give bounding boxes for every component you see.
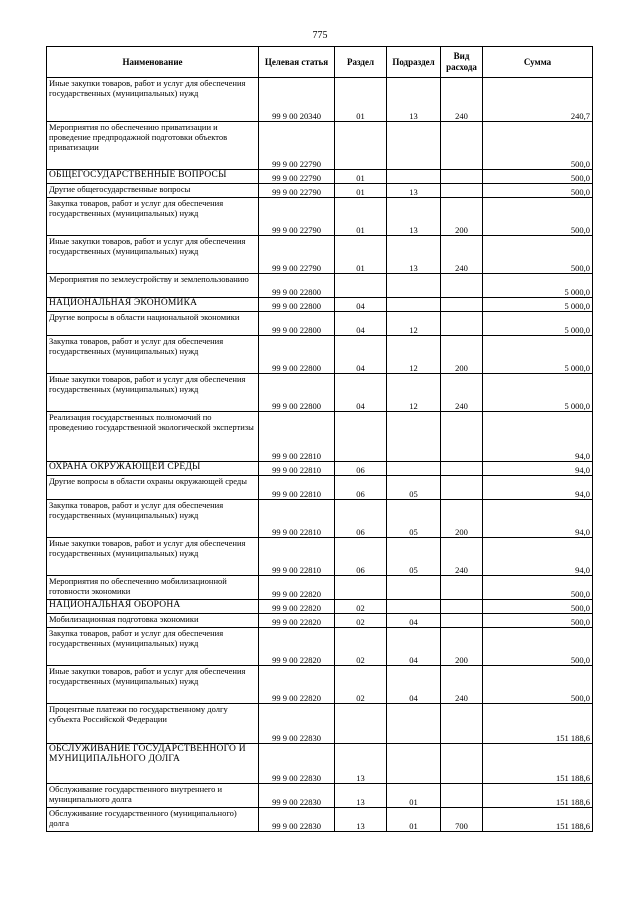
cell-section: 04: [335, 298, 387, 312]
cell-subsection: [387, 744, 441, 784]
cell-section: [335, 412, 387, 462]
cell-name: Закупка товаров, работ и услуг для обеспечения государственных (муниципальных) нужд: [47, 336, 259, 374]
cell-name: Мероприятия по обеспечению мобилизационной готовности экономики: [47, 576, 259, 600]
cell-subsection: 13: [387, 198, 441, 236]
cell-amount: 500,0: [483, 184, 593, 198]
cell-amount: 151 188,6: [483, 784, 593, 808]
cell-subsection: 04: [387, 614, 441, 628]
cell-subsection: 12: [387, 374, 441, 412]
cell-expense-type: [441, 704, 483, 744]
cell-expense-type: 200: [441, 336, 483, 374]
cell-subsection: [387, 412, 441, 462]
cell-amount: 151 188,6: [483, 808, 593, 832]
cell-section: 01: [335, 236, 387, 274]
cell-amount: 500,0: [483, 666, 593, 704]
cell-name: Иные закупки товаров, работ и услуг для обеспечения государственных (муниципальных) нужд: [47, 538, 259, 576]
cell-target: 99 9 00 22800: [259, 298, 335, 312]
cell-name: Закупка товаров, работ и услуг для обеспечения государственных (муниципальных) нужд: [47, 500, 259, 538]
cell-expense-type: [441, 600, 483, 614]
cell-section: [335, 576, 387, 600]
cell-expense-type: 200: [441, 628, 483, 666]
cell-amount: 500,0: [483, 576, 593, 600]
table-row: [47, 336, 593, 374]
cell-target: 99 9 00 22800: [259, 336, 335, 374]
cell-amount: 500,0: [483, 614, 593, 628]
cell-section: 01: [335, 198, 387, 236]
cell-target: 99 9 00 22810: [259, 476, 335, 500]
table-row: [47, 274, 593, 298]
cell-amount: 500,0: [483, 170, 593, 184]
cell-target: 99 9 00 22800: [259, 274, 335, 298]
table-row: [47, 312, 593, 336]
column-header-target: Целевая статья: [259, 47, 335, 78]
cell-expense-type: 240: [441, 538, 483, 576]
cell-name: Иные закупки товаров, работ и услуг для обеспечения государственных (муниципальных) нужд: [47, 236, 259, 274]
cell-subsection: 05: [387, 476, 441, 500]
cell-target: 99 9 00 22800: [259, 312, 335, 336]
table-row: [47, 614, 593, 628]
column-header-expense-type: Вид расхода: [441, 47, 483, 78]
cell-target: 99 9 00 22820: [259, 628, 335, 666]
cell-section: 01: [335, 170, 387, 184]
cell-name: Обслуживание государственного внутреннего и муниципального долга: [47, 784, 259, 808]
cell-section: 06: [335, 462, 387, 476]
cell-expense-type: 700: [441, 808, 483, 832]
cell-expense-type: 240: [441, 78, 483, 122]
cell-target: 99 9 00 20340: [259, 78, 335, 122]
cell-amount: 500,0: [483, 628, 593, 666]
cell-name: Мероприятия по обеспечению приватизации и проведение предпродажной подготовки объектов приватизации: [47, 122, 259, 170]
cell-expense-type: [441, 614, 483, 628]
table-row: [47, 198, 593, 236]
page-number: 775: [312, 30, 328, 41]
cell-subsection: 13: [387, 78, 441, 122]
cell-subsection: 13: [387, 236, 441, 274]
cell-section: 06: [335, 500, 387, 538]
cell-amount: 94,0: [483, 412, 593, 462]
cell-amount: 94,0: [483, 476, 593, 500]
cell-subsection: [387, 704, 441, 744]
cell-subsection: [387, 122, 441, 170]
cell-expense-type: 200: [441, 500, 483, 538]
table-row: [47, 476, 593, 500]
cell-amount: 151 188,6: [483, 704, 593, 744]
table-row: [47, 600, 593, 614]
table-row: [47, 122, 593, 170]
cell-amount: 5 000,0: [483, 312, 593, 336]
cell-name: Иные закупки товаров, работ и услуг для обеспечения государственных (муниципальных) нужд: [47, 78, 259, 122]
cell-section: 01: [335, 78, 387, 122]
cell-amount: 240,7: [483, 78, 593, 122]
cell-target: 99 9 00 22790: [259, 184, 335, 198]
cell-target: 99 9 00 22820: [259, 614, 335, 628]
budget-table: [46, 46, 593, 832]
table-row: [47, 462, 593, 476]
cell-section: [335, 122, 387, 170]
cell-amount: 500,0: [483, 600, 593, 614]
cell-target: 99 9 00 22810: [259, 500, 335, 538]
cell-subsection: 05: [387, 500, 441, 538]
cell-name: Иные закупки товаров, работ и услуг для обеспечения государственных (муниципальных) нужд: [47, 374, 259, 412]
table-row: [47, 538, 593, 576]
cell-subsection: [387, 298, 441, 312]
table-row: [47, 170, 593, 184]
cell-name: Мероприятия по землеустройству и землепользованию: [47, 274, 259, 298]
cell-target: 99 9 00 22820: [259, 576, 335, 600]
cell-target: 99 9 00 22830: [259, 704, 335, 744]
table-row: [47, 298, 593, 312]
cell-name: Процентные платежи по государственному долгу субъекта Российской Федерации: [47, 704, 259, 744]
cell-amount: 500,0: [483, 198, 593, 236]
cell-subsection: 01: [387, 808, 441, 832]
cell-name: ОХРАНА ОКРУЖАЮЩЕЙ СРЕДЫ: [47, 462, 259, 476]
column-header-subsection: Подраздел: [387, 47, 441, 78]
cell-subsection: 12: [387, 336, 441, 374]
column-header-amount: Сумма: [483, 47, 593, 78]
cell-expense-type: 240: [441, 374, 483, 412]
table-body: [47, 78, 593, 832]
cell-name: Закупка товаров, работ и услуг для обеспечения государственных (муниципальных) нужд: [47, 628, 259, 666]
table-row: [47, 744, 593, 784]
cell-target: 99 9 00 22790: [259, 122, 335, 170]
cell-expense-type: [441, 170, 483, 184]
cell-amount: 500,0: [483, 236, 593, 274]
table-row: [47, 236, 593, 274]
cell-section: 13: [335, 784, 387, 808]
cell-expense-type: [441, 744, 483, 784]
cell-amount: 5 000,0: [483, 298, 593, 312]
table-row: [47, 78, 593, 122]
cell-subsection: 04: [387, 666, 441, 704]
cell-amount: 5 000,0: [483, 274, 593, 298]
table-row: [47, 184, 593, 198]
cell-expense-type: [441, 462, 483, 476]
cell-expense-type: [441, 784, 483, 808]
cell-section: [335, 704, 387, 744]
cell-section: 02: [335, 600, 387, 614]
cell-expense-type: 200: [441, 198, 483, 236]
table-row: [47, 500, 593, 538]
cell-target: 99 9 00 22820: [259, 600, 335, 614]
cell-target: 99 9 00 22810: [259, 462, 335, 476]
cell-expense-type: [441, 312, 483, 336]
cell-target: 99 9 00 22830: [259, 744, 335, 784]
cell-name: Иные закупки товаров, работ и услуг для обеспечения государственных (муниципальных) нужд: [47, 666, 259, 704]
cell-amount: 151 188,6: [483, 744, 593, 784]
cell-section: 06: [335, 476, 387, 500]
column-header-section: Раздел: [335, 47, 387, 78]
cell-name: ОБЩЕГОСУДАРСТВЕННЫЕ ВОПРОСЫ: [47, 170, 259, 184]
table-row: [47, 704, 593, 744]
cell-target: 99 9 00 22810: [259, 538, 335, 576]
table-row: [47, 576, 593, 600]
table-row: [47, 784, 593, 808]
cell-section: 02: [335, 666, 387, 704]
cell-amount: 5 000,0: [483, 336, 593, 374]
cell-name: Реализация государственных полномочий по проведению государственной экологической экспертизы: [47, 412, 259, 462]
cell-expense-type: [441, 412, 483, 462]
cell-subsection: [387, 576, 441, 600]
cell-target: 99 9 00 22790: [259, 236, 335, 274]
cell-expense-type: [441, 122, 483, 170]
cell-subsection: 13: [387, 184, 441, 198]
table-row: [47, 374, 593, 412]
cell-expense-type: [441, 576, 483, 600]
cell-subsection: [387, 274, 441, 298]
cell-name: Другие вопросы в области охраны окружающей среды: [47, 476, 259, 500]
cell-subsection: [387, 600, 441, 614]
cell-section: 13: [335, 808, 387, 832]
cell-section: 06: [335, 538, 387, 576]
cell-target: 99 9 00 22790: [259, 170, 335, 184]
cell-target: 99 9 00 22800: [259, 374, 335, 412]
cell-section: [335, 274, 387, 298]
cell-section: 02: [335, 614, 387, 628]
cell-name: НАЦИОНАЛЬНАЯ ЭКОНОМИКА: [47, 298, 259, 312]
cell-subsection: 12: [387, 312, 441, 336]
cell-amount: 5 000,0: [483, 374, 593, 412]
cell-target: 99 9 00 22820: [259, 666, 335, 704]
cell-target: 99 9 00 22790: [259, 198, 335, 236]
table-header-row: [47, 47, 593, 78]
cell-subsection: [387, 462, 441, 476]
cell-amount: 500,0: [483, 122, 593, 170]
cell-subsection: 01: [387, 784, 441, 808]
cell-target: 99 9 00 22830: [259, 808, 335, 832]
cell-name: ОБСЛУЖИВАНИЕ ГОСУДАРСТВЕННОГО И МУНИЦИПАЛЬНОГО ДОЛГА: [47, 744, 259, 784]
cell-name: Обслуживание государственного (муниципального) долга: [47, 808, 259, 832]
cell-subsection: 04: [387, 628, 441, 666]
cell-expense-type: 240: [441, 236, 483, 274]
cell-section: 02: [335, 628, 387, 666]
cell-target: 99 9 00 22830: [259, 784, 335, 808]
cell-amount: 94,0: [483, 462, 593, 476]
cell-expense-type: [441, 274, 483, 298]
cell-name: Мобилизационная подготовка экономики: [47, 614, 259, 628]
cell-subsection: 05: [387, 538, 441, 576]
cell-expense-type: 240: [441, 666, 483, 704]
table-row: [47, 412, 593, 462]
cell-target: 99 9 00 22810: [259, 412, 335, 462]
cell-section: 04: [335, 336, 387, 374]
table-row: [47, 808, 593, 832]
column-header-name: Наименование: [47, 47, 259, 78]
cell-name: Закупка товаров, работ и услуг для обеспечения государственных (муниципальных) нужд: [47, 198, 259, 236]
cell-section: 01: [335, 184, 387, 198]
cell-section: 04: [335, 312, 387, 336]
cell-name: НАЦИОНАЛЬНАЯ ОБОРОНА: [47, 600, 259, 614]
table-row: [47, 628, 593, 666]
cell-expense-type: [441, 298, 483, 312]
cell-subsection: [387, 170, 441, 184]
cell-expense-type: [441, 476, 483, 500]
cell-amount: 94,0: [483, 500, 593, 538]
table-row: [47, 666, 593, 704]
cell-section: 13: [335, 744, 387, 784]
cell-name: Другие вопросы в области национальной экономики: [47, 312, 259, 336]
cell-section: 04: [335, 374, 387, 412]
cell-expense-type: [441, 184, 483, 198]
cell-amount: 94,0: [483, 538, 593, 576]
cell-name: Другие общегосударственные вопросы: [47, 184, 259, 198]
